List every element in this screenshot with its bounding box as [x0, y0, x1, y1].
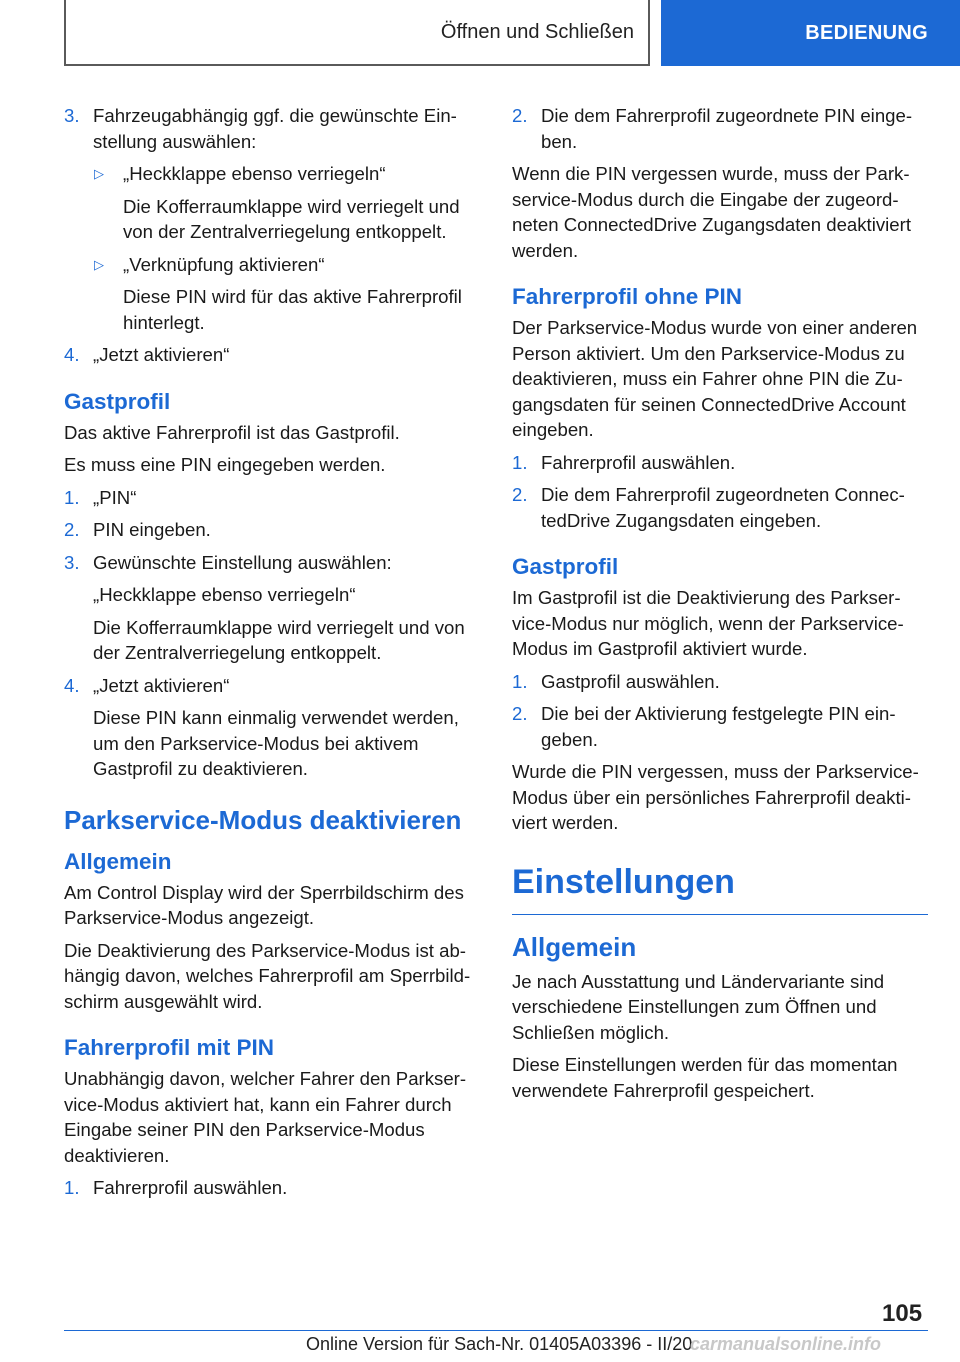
triangle-bullet-icon: ▷	[94, 166, 104, 181]
bullet-title: „Verknüpfung aktivieren“	[123, 253, 325, 275]
heading-einstellungen: Einstellungen	[512, 862, 928, 915]
list-text: Die bei der Aktivierung festgelegte PIN ein-geben.	[541, 703, 896, 750]
paragraph: Im Gastprofil ist die Deaktivierung des Parkser-vice-Modus nur möglich, wenn der Parkservice-Modus im Gastprofil aktiviert wurde.	[512, 587, 904, 659]
paragraph: Es muss eine PIN eingegeben werden.	[64, 454, 386, 475]
header-section	[64, 0, 650, 66]
list-subtext: Die Kofferraumklappe wird verriegelt und von der Zentralverriegelung entkoppelt.	[93, 616, 465, 663]
right-column	[512, 103, 928, 1110]
list-text: Fahrerprofil auswählen.	[541, 451, 736, 473]
paragraph: Wurde die PIN vergessen, muss der Parkservice-Modus über ein persönliches Fahrerprofil deakti-viert werden.	[512, 761, 919, 833]
paragraph: Am Control Display wird der Sperrbildschirm des Parkservice-Modus angezeigt.	[64, 881, 464, 928]
list-item	[512, 103, 928, 154]
heading-allgemein: Allgemein	[64, 848, 172, 874]
list-number: 2.	[512, 703, 528, 724]
list-text: „Jetzt aktivieren“	[93, 674, 230, 696]
paragraph: Wenn die PIN vergessen wurde, muss der Park-service-Modus durch die Eingabe der zugeord-neten ConnectedDrive Zugangsdaten deaktiviert werden.	[512, 163, 911, 261]
list-text: PIN eingeben.	[93, 519, 211, 540]
list-text: Gastprofil auswählen.	[541, 670, 720, 692]
triangle-bullet-icon: ▷	[94, 256, 104, 272]
list-text: Die dem Fahrerprofil zugeordneten Connec-tedDrive Zugangsdaten eingeben.	[541, 484, 905, 531]
list-item	[64, 103, 478, 154]
header-section-title: Öffnen und Schließen	[440, 20, 634, 43]
watermark: carmanualsonline.info	[690, 1334, 882, 1354]
header-chapter	[661, 0, 960, 66]
list-subtext: Diese PIN kann einmalig verwendet werden, um den Parkservice-Modus bei aktivem Gastprofil zu deaktivieren.	[93, 707, 459, 779]
bullet-item	[64, 161, 478, 187]
heading-fahrerprofil-ohne-pin: Fahrerprofil ohne PIN	[512, 284, 743, 309]
list-text: Fahrzeugabhängig ggf. die gewünschte Ein-stellung auswählen:	[93, 105, 457, 152]
paragraph: Je nach Ausstattung und Ländervariante sind verschiedene Einstellungen zum Öffnen und Schließen möglich.	[512, 970, 885, 1043]
header-chapter-title: BEDIENUNG	[805, 21, 928, 44]
list-number: 2.	[512, 105, 528, 126]
heading-gastprofil: Gastprofil	[64, 388, 171, 414]
list-number: 3.	[64, 551, 80, 573]
heading-gastprofil: Gastprofil	[512, 554, 619, 579]
footer-divider	[64, 1330, 928, 1331]
list-item	[64, 342, 478, 368]
heading-allgemein: Allgemein	[512, 931, 637, 962]
list-item	[64, 485, 478, 511]
heading-fahrerprofil-mit-pin: Fahrerprofil mit PIN	[64, 1035, 275, 1060]
bullet-text: Diese PIN wird für das aktive Fahrerprofil hinterlegt.	[123, 286, 462, 333]
list-item	[512, 701, 928, 752]
list-number: 2.	[64, 519, 80, 540]
list-text: Die dem Fahrerprofil zugeordnete PIN einge-ben.	[541, 105, 913, 152]
paragraph: Diese Einstellungen werden für das momentan verwendete Fahrerprofil gespeichert.	[512, 1054, 898, 1101]
list-text: „PIN“	[93, 486, 137, 508]
paragraph: Unabhängig davon, welcher Fahrer den Parkser-vice-Modus aktiviert hat, kann ein Fahrer durch Eingabe seiner PIN den Parkservice-Modus deaktivieren.	[64, 1068, 467, 1166]
list-number: 4.	[64, 674, 80, 696]
list-number: 1.	[64, 486, 80, 508]
list-item	[64, 517, 478, 543]
list-subtext: „Heckklappe ebenso verriegeln“	[93, 584, 356, 605]
bullet-text: Die Kofferraumklappe wird verriegelt und von der Zentralverriegelung entkoppelt.	[123, 195, 460, 242]
list-number: 2.	[512, 484, 528, 505]
list-number: 1.	[64, 1177, 80, 1198]
paragraph: Die Deaktivierung des Parkservice-Modus ist ab-hängig davon, welches Fahrerprofil am Sperrbild-schirm ausgewählt wird.	[64, 939, 471, 1012]
bullet-item	[64, 252, 478, 278]
paragraph: Der Parkservice-Modus wurde von einer anderen Person aktiviert. Um den Parkservice-Modus zu deaktivieren, muss ein Fahrer ohne PIN die Zu-gangsdaten für seinen ConnectedDrive Account eingeben.	[512, 317, 918, 440]
list-number: 1.	[512, 670, 528, 692]
left-column	[64, 103, 478, 1208]
list-text: Fahrerprofil auswählen.	[93, 1177, 288, 1198]
heading-parkservice-deaktivieren: Parkservice-Modus deaktivieren	[64, 804, 462, 835]
page-number: 105	[882, 1300, 923, 1327]
list-number: 3.	[64, 105, 80, 126]
list-item	[64, 1175, 478, 1201]
paragraph: Das aktive Fahrerprofil ist das Gastprofil.	[64, 421, 400, 443]
list-item	[512, 482, 928, 533]
list-item	[512, 669, 928, 695]
list-item	[64, 550, 478, 576]
list-item	[64, 673, 478, 699]
list-text: „Jetzt aktivieren“	[93, 344, 230, 365]
footer-text: Online Version für Sach-Nr. 01405A03396 - II/20	[306, 1334, 693, 1354]
bullet-title: „Heckklappe ebenso verriegeln“	[123, 163, 386, 184]
list-number: 4.	[64, 344, 80, 365]
list-item	[512, 450, 928, 476]
list-number: 1.	[512, 451, 528, 473]
list-text: Gewünschte Einstellung auswählen:	[93, 551, 392, 573]
